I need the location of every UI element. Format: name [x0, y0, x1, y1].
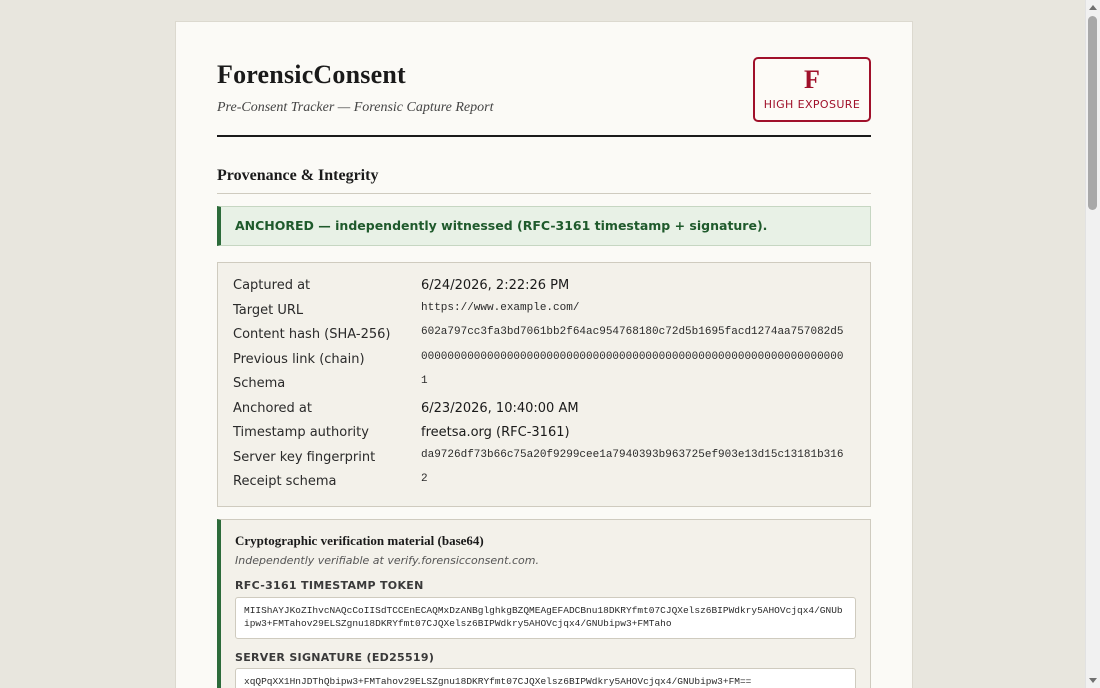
vertical-scrollbar[interactable] [1085, 0, 1100, 688]
crypto-verification-panel [217, 519, 871, 688]
meta-row-server-key-fingerprint [233, 448, 855, 470]
meta-key: Timestamp authority [233, 425, 369, 440]
meta-value: da9726df73b66c75a20f9299cee1a7940393b963725ef903e13d15c13181b316 [421, 449, 844, 461]
scroll-down-arrow-icon[interactable] [1089, 678, 1097, 683]
server-signature-label: SERVER SIGNATURE (ED25519) [235, 651, 435, 664]
meta-row-target-url [233, 301, 855, 323]
meta-row-anchored-at [233, 399, 855, 421]
server-signature-field[interactable]: xqQPqXX1HnJDThQbipw3+FMTahov29ELSZgnu18DKRYfmt07CJQXelsz6BIPWdkry5AHOVcjqx4/GNUbipw3+FM== [235, 668, 856, 688]
grade-label: HIGH EXPOSURE [763, 98, 861, 111]
meta-value: https://www.example.com/ [421, 302, 580, 314]
scrollbar-thumb[interactable] [1088, 16, 1097, 210]
timestamp-token-field[interactable]: MIIShAYJKoZIhvcNAQcCoIISdTCCEnECAQMxDzANBglghkgBZQMEAgEFADCBnu18DKRYfmt07CJQXelsz6BIPWdkry5AHOVcjqx4/GNUbipw3+FMTahov29ELSZgnu18DKRYfmt07CJQXelsz6BIPWdkry5AHOVcjqx4/GNUbipw3+FMTaho [235, 597, 856, 639]
meta-key: Content hash (SHA-256) [233, 327, 391, 342]
meta-key: Schema [233, 376, 286, 391]
anchored-status-banner: ANCHORED — independently witnessed (RFC-3161 timestamp + signature). [217, 206, 871, 246]
meta-row-previous-link [233, 350, 855, 372]
meta-value: freetsa.org (RFC-3161) [421, 425, 570, 440]
meta-value: 602a797cc3fa3bd7061bb2f64ac954768180c72d5b1695facd1274aa757082d5 [421, 326, 844, 338]
crypto-panel-note: Independently verifiable at verify.forensicconsent.com. [235, 554, 539, 567]
crypto-panel-title: Cryptographic verification material (base64) [235, 533, 484, 548]
grade-letter: F [804, 65, 820, 94]
brand-title: ForensicConsent [217, 60, 406, 89]
meta-key: Receipt schema [233, 474, 337, 489]
meta-value: 1 [421, 375, 428, 387]
report-subtitle: Pre-Consent Tracker — Forensic Capture Report [217, 100, 494, 115]
meta-value: 6/24/2026, 2:22:26 PM [421, 278, 570, 293]
header-divider [217, 135, 871, 137]
meta-row-content-hash [233, 325, 855, 347]
meta-row-receipt-schema [233, 472, 855, 494]
meta-key: Anchored at [233, 401, 312, 416]
meta-key: Previous link (chain) [233, 352, 365, 367]
meta-row-timestamp-authority [233, 423, 855, 445]
meta-key: Target URL [233, 303, 304, 318]
exposure-grade-badge [753, 57, 871, 122]
meta-value: 0000000000000000000000000000000000000000000000000000000000000000 [421, 351, 844, 363]
meta-row-captured-at [233, 276, 855, 298]
meta-value: 6/23/2026, 10:40:00 AM [421, 401, 579, 416]
meta-key: Captured at [233, 278, 311, 293]
meta-value: 2 [421, 473, 428, 485]
scroll-up-arrow-icon[interactable] [1089, 5, 1097, 10]
report-page [175, 21, 913, 688]
meta-key: Server key fingerprint [233, 450, 376, 465]
timestamp-token-label: RFC-3161 TIMESTAMP TOKEN [235, 579, 424, 592]
section-divider [217, 193, 871, 194]
provenance-metadata-table [217, 262, 871, 507]
section-title-provenance: Provenance & Integrity [217, 167, 379, 184]
meta-row-schema [233, 374, 855, 396]
